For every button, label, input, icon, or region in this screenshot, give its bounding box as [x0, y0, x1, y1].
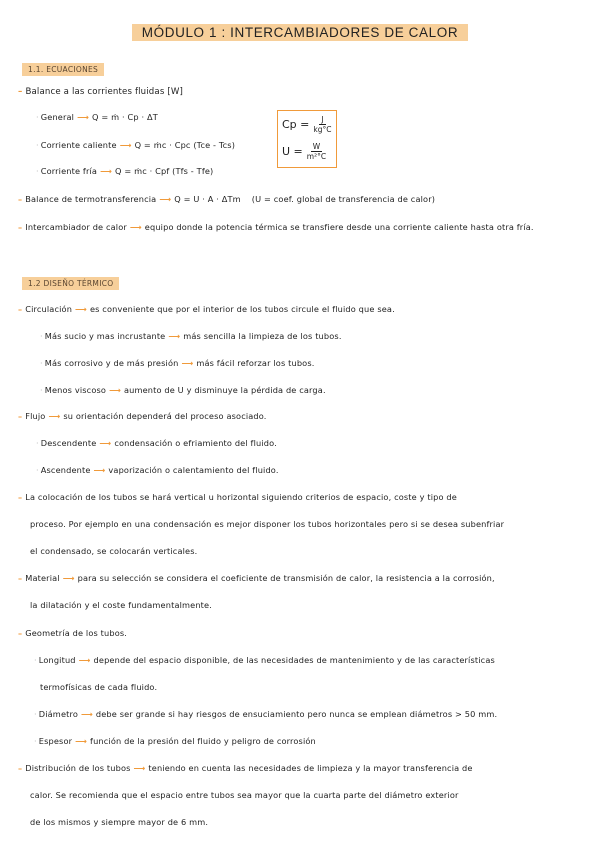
- dot-bullet: ·: [40, 331, 43, 341]
- material-line-2: la dilatación y el coste fundamentalmente.: [30, 600, 212, 610]
- heat-transfer-label: Balance de termotransferencia: [25, 194, 157, 204]
- dist-label: Distribución de los tubos: [25, 763, 131, 773]
- flow-label: Flujo: [25, 411, 46, 421]
- balance-fluids-text: Balance a las corrientes fluidas [W]: [25, 87, 183, 97]
- dia-label: Diámetro: [38, 709, 78, 719]
- geo-label: Geometría de los tubos.: [25, 628, 128, 638]
- heat-transfer-line: [18, 194, 435, 204]
- c1-label: Más sucio y mas incrustante: [44, 331, 166, 341]
- hot-line: [36, 140, 235, 150]
- arrow-icon: ⟶: [62, 573, 75, 583]
- f1-label: Descendente: [40, 438, 97, 448]
- exchanger-desc: equipo donde la potencia térmica se transfiere desde una corriente caliente hasta otra fría.: [144, 222, 534, 232]
- dash-bullet: –: [18, 87, 23, 97]
- circ-item-1: [40, 331, 342, 341]
- flow-item-2: [36, 465, 279, 475]
- dot-bullet: ·: [34, 736, 37, 746]
- general-line: [36, 112, 158, 122]
- dash-bullet: –: [18, 763, 23, 773]
- dot-bullet: ·: [34, 709, 37, 719]
- exchanger-label: Intercambiador de calor: [25, 222, 127, 232]
- dash-bullet: –: [18, 304, 23, 314]
- flow-desc: su orientación dependerá del proceso asociado.: [63, 411, 267, 421]
- balance-fluids-line: [18, 87, 183, 97]
- arrow-icon: ⟶: [93, 465, 106, 475]
- dist-desc: teniendo en cuenta las necesidades de limpieza y la mayor transferencia de: [148, 763, 473, 773]
- dot-bullet: ·: [36, 166, 39, 176]
- cp-denominator: kg°C: [313, 125, 332, 134]
- length-line: [34, 655, 495, 665]
- circ-desc: es conveniente que por el interior de los tubos circule el fluido que sea.: [89, 304, 395, 314]
- u-numerator: W: [312, 142, 321, 151]
- distribution-line: [18, 763, 473, 773]
- section-heading-equations: 1.1. ECUACIONES: [22, 63, 104, 76]
- dot-bullet: ·: [36, 140, 39, 150]
- dot-bullet: ·: [36, 438, 39, 448]
- circ-item-2: [40, 358, 315, 368]
- circ-label: Circulación: [25, 304, 73, 314]
- cp-symbol: Cp =: [282, 118, 310, 131]
- arrow-icon: ⟶: [100, 166, 112, 176]
- dot-bullet: ·: [34, 655, 37, 665]
- dot-bullet: ·: [40, 358, 43, 368]
- cold-expr: Q = ṁc · Cpf (Tfs - Tfe): [114, 166, 214, 176]
- distribution-line-3: de los mismos y siempre mayor de 6 mm.: [30, 817, 209, 827]
- flow-line: [18, 411, 267, 421]
- dot-bullet: ·: [36, 465, 39, 475]
- general-expr: Q = ṁ · Cp · ΔT: [91, 112, 158, 122]
- c3-desc: aumento de U y disminuye la pérdida de carga.: [123, 385, 326, 395]
- placement-line-1: [18, 492, 457, 502]
- cold-line: [36, 166, 213, 176]
- c2-label: Más corrosivo y de más presión: [44, 358, 179, 368]
- hot-label: Corriente caliente: [40, 140, 117, 150]
- thickness-line: [34, 736, 316, 746]
- f2-label: Ascendente: [40, 465, 91, 475]
- circulation-line: [18, 304, 395, 314]
- general-label: General: [40, 112, 75, 122]
- arrow-icon: ⟶: [133, 763, 146, 773]
- units-box: [277, 110, 337, 168]
- dash-bullet: –: [18, 492, 23, 502]
- hot-expr: Q = ṁc · Cpc (Tce - Tcs): [134, 140, 236, 150]
- c3-label: Menos viscoso: [44, 385, 107, 395]
- f1-desc: condensación o efriamiento del fluido.: [114, 438, 277, 448]
- flow-item-1: [36, 438, 277, 448]
- arrow-icon: ⟶: [78, 655, 91, 665]
- arrow-icon: ⟶: [159, 194, 172, 204]
- placement-line-3: el condensado, se colocarán verticales.: [30, 546, 198, 556]
- section-heading-thermal-design: 1.2 DISEÑO TÉRMICO: [22, 277, 119, 290]
- dash-bullet: –: [18, 222, 23, 232]
- thk-label: Espesor: [38, 736, 73, 746]
- material-line: [18, 573, 495, 583]
- thk-desc: función de la presión del fluido y peligro de corrosión: [90, 736, 316, 746]
- c1-desc: más sencilla la limpieza de los tubos.: [183, 331, 342, 341]
- heat-transfer-note: (U = coef. global de transferencia de calor): [251, 194, 436, 204]
- u-symbol: U =: [282, 145, 303, 158]
- arrow-icon: ⟶: [80, 709, 93, 719]
- dot-bullet: ·: [40, 385, 43, 395]
- distribution-line-2: calor. Se recomienda que el espacio entre tubos sea mayor que la cuarta parte del diámetro exterior: [30, 790, 459, 800]
- exchanger-line: [18, 222, 534, 232]
- arrow-icon: ⟶: [99, 438, 112, 448]
- cp-numerator: J: [321, 115, 324, 124]
- arrow-icon: ⟶: [75, 304, 87, 314]
- arrow-icon: ⟶: [75, 736, 88, 746]
- length-line-2: termofísicas de cada fluido.: [40, 682, 158, 692]
- u-denominator: m²°C: [306, 152, 327, 161]
- c2-desc: más fácil reforzar los tubos.: [196, 358, 315, 368]
- arrow-icon: ⟶: [129, 222, 142, 232]
- len-label: Longitud: [38, 655, 76, 665]
- arrow-icon: ⟶: [77, 112, 89, 122]
- len-desc: depende del espacio disponible, de las necesidades de mantenimiento y de las características: [93, 655, 495, 665]
- dash-bullet: –: [18, 194, 23, 204]
- dia-desc: debe ser grande si hay riesgos de ensuciamiento pero nunca se emplean diámetros > 50 mm.: [95, 709, 498, 719]
- cold-label: Corriente fría: [40, 166, 98, 176]
- placement-text-1: La colocación de los tubos se hará vertical u horizontal siguiendo criterios de espacio, coste y tipo de: [25, 492, 457, 502]
- dash-bullet: –: [18, 411, 23, 421]
- u-unit: [282, 142, 326, 161]
- geometry-line: [18, 628, 127, 638]
- diameter-line: [34, 709, 497, 719]
- dash-bullet: –: [18, 628, 23, 638]
- arrow-icon: ⟶: [168, 331, 181, 341]
- arrow-icon: ⟶: [109, 385, 121, 395]
- dot-bullet: ·: [36, 112, 39, 122]
- arrow-icon: ⟶: [48, 411, 61, 421]
- cp-unit: [282, 115, 331, 134]
- mat-desc: para su selección se considera el coeficiente de transmisión de calor, la resistencia a la corrosión,: [77, 573, 495, 583]
- f2-desc: vaporización o calentamiento del fluido.: [108, 465, 279, 475]
- placement-line-2: proceso. Por ejemplo en una condensación es mejor disponer los tubos horizontales pero si se desea subenfriar: [30, 519, 505, 529]
- page-title: MÓDULO 1 : INTERCAMBIADORES DE CALOR: [132, 24, 468, 41]
- dash-bullet: –: [18, 573, 23, 583]
- arrow-icon: ⟶: [119, 140, 132, 150]
- mat-label: Material: [25, 573, 60, 583]
- heat-transfer-expr: Q = U · A · ΔTm: [174, 194, 241, 204]
- arrow-icon: ⟶: [181, 358, 194, 368]
- circ-item-3: [40, 385, 326, 395]
